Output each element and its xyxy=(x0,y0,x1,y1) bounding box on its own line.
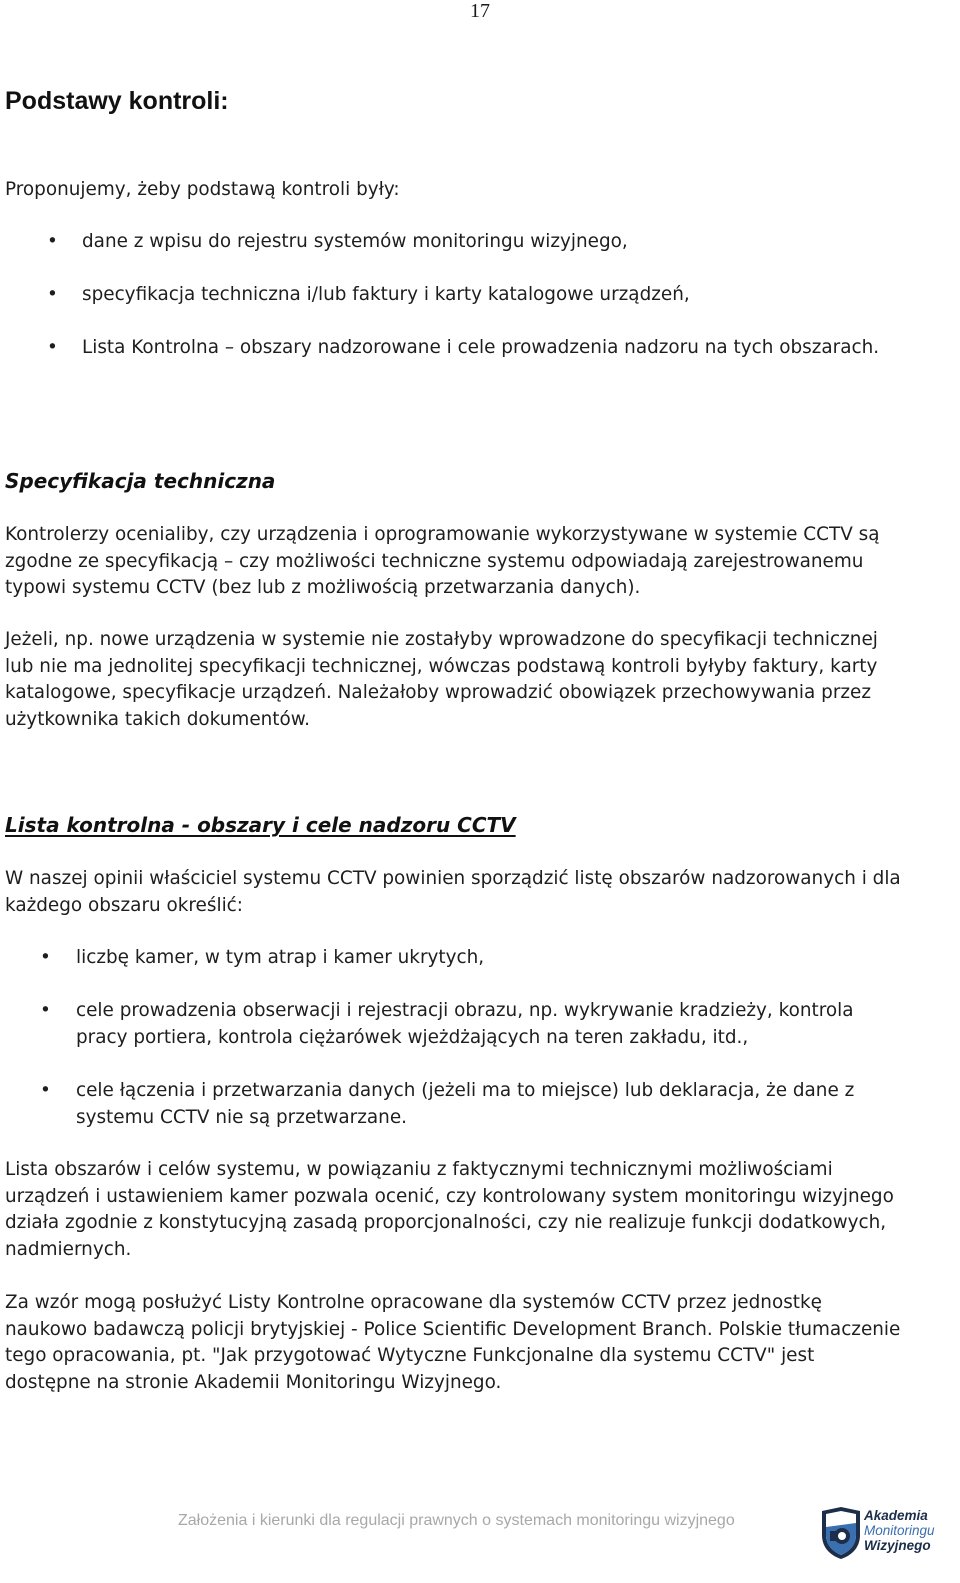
paragraph: Kontrolerzy ocenialiby, czy urządzenia i oprogramowanie wykorzystywane w systemie CCTV są zgodne ze specyfikacją – czy możliwości techniczne systemu odpowiadają zarejestrowanemu typowi systemu CCTV (bez lub z możliwością przetwarzania danych). xyxy=(5,524,880,599)
page-number: 17 xyxy=(470,0,490,22)
list-item-text: dane z wpisu do rejestru systemów monitoringu wizyjnego, xyxy=(82,231,628,252)
list-item xyxy=(0,282,900,309)
list-item xyxy=(0,1078,900,1131)
list-item xyxy=(0,998,900,1051)
bullet-list-areas xyxy=(0,945,900,1158)
logo-line-1: Akademia xyxy=(864,1508,928,1523)
academy-logo xyxy=(818,1505,948,1563)
logo-line-3: Wizyjnego xyxy=(864,1538,931,1553)
logo-line-2: Monitoringu xyxy=(864,1523,935,1538)
list-item-text: cele łączenia i przetwarzania danych (jeżeli ma to miejsce) lub deklaracja, że dane z systemu CCTV nie są przetwarzane. xyxy=(76,1079,855,1128)
bullet-list-basis xyxy=(0,229,900,389)
bullet-glyph: • xyxy=(40,947,51,968)
logo-camera-lens-center xyxy=(838,1532,846,1540)
list-item-text: cele prowadzenia obserwacji i rejestracji obrazu, np. wykrywanie kradzieży, kontrola pracy portiera, kontrola ciężarówek wjeżdżających na teren zakładu, itd., xyxy=(76,1000,854,1048)
list-item xyxy=(0,335,900,362)
paragraph: Jeżeli, np. nowe urządzenia w systemie nie zostałyby wprowadzone do specyfikacji technicznej lub nie ma jednolitej specyfikacji technicznej, wówczas podstawą kontroli byłyby faktury, karty katalogowe, specyfikacje urządzeń. Należałoby wprowadzić obowiązek przechowywania przez użytkownika takich dokumentów. xyxy=(5,629,878,730)
page-title: Podstawy kontroli: xyxy=(5,87,229,115)
section-heading-spec: Specyfikacja techniczna xyxy=(5,469,276,493)
list-item-text: Lista Kontrolna – obszary nadzorowane i cele prowadzenia nadzoru na tych obszarach. xyxy=(82,337,880,359)
list-item-text: liczbę kamer, w tym atrap i kamer ukrytych, xyxy=(76,947,485,968)
paragraph: Za wzór mogą posłużyć Listy Kontrolne opracowane dla systemów CCTV przez jednostkę naukowo badawczą policji brytyjskiej - Police Scientific Development Branch. Polskie tłumaczenie tego opracowania, pt. "Jak przygotować Wytyczne Funkcjonalne dla systemu CCTV" jest dostępne na stronie Akademii Monitoringu Wizyjnego. xyxy=(5,1292,901,1393)
bullet-glyph: • xyxy=(47,337,58,359)
paragraph: Lista obszarów i celów systemu, w powiązaniu z faktycznymi technicznymi możliwościami urządzeń i ustawieniem kamer pozwala ocenić, czy kontrolowany system monitoringu wizyjnego działa zgodnie z konstytucyjną zasadą proporcjonalności, czy nie realizuje funkcji dodatkowych, nadmiernych. xyxy=(5,1159,894,1260)
shield-camera-icon xyxy=(818,1505,864,1561)
section-heading-checklist: Lista kontrolna - obszary i cele nadzoru CCTV xyxy=(5,813,516,837)
bullet-glyph: • xyxy=(47,231,58,252)
footer-text: Założenia i kierunki dla regulacji prawnych o systemach monitoringu wizyjnego xyxy=(178,1512,735,1529)
logo-camera-body xyxy=(830,1531,838,1541)
intro-text: Proponujemy, żeby podstawą kontroli były: xyxy=(5,179,400,200)
bullet-glyph: • xyxy=(47,284,58,306)
list-item xyxy=(0,229,900,256)
list-item xyxy=(0,945,900,972)
bullet-glyph: • xyxy=(40,1079,51,1101)
paragraph: W naszej opinii właściciel systemu CCTV powinien sporządzić listę obszarów nadzorowanych i dla każdego obszaru określić: xyxy=(5,868,901,916)
list-item-text: specyfikacja techniczna i/lub faktury i karty katalogowe urządzeń, xyxy=(82,284,690,306)
bullet-glyph: • xyxy=(40,1000,51,1022)
